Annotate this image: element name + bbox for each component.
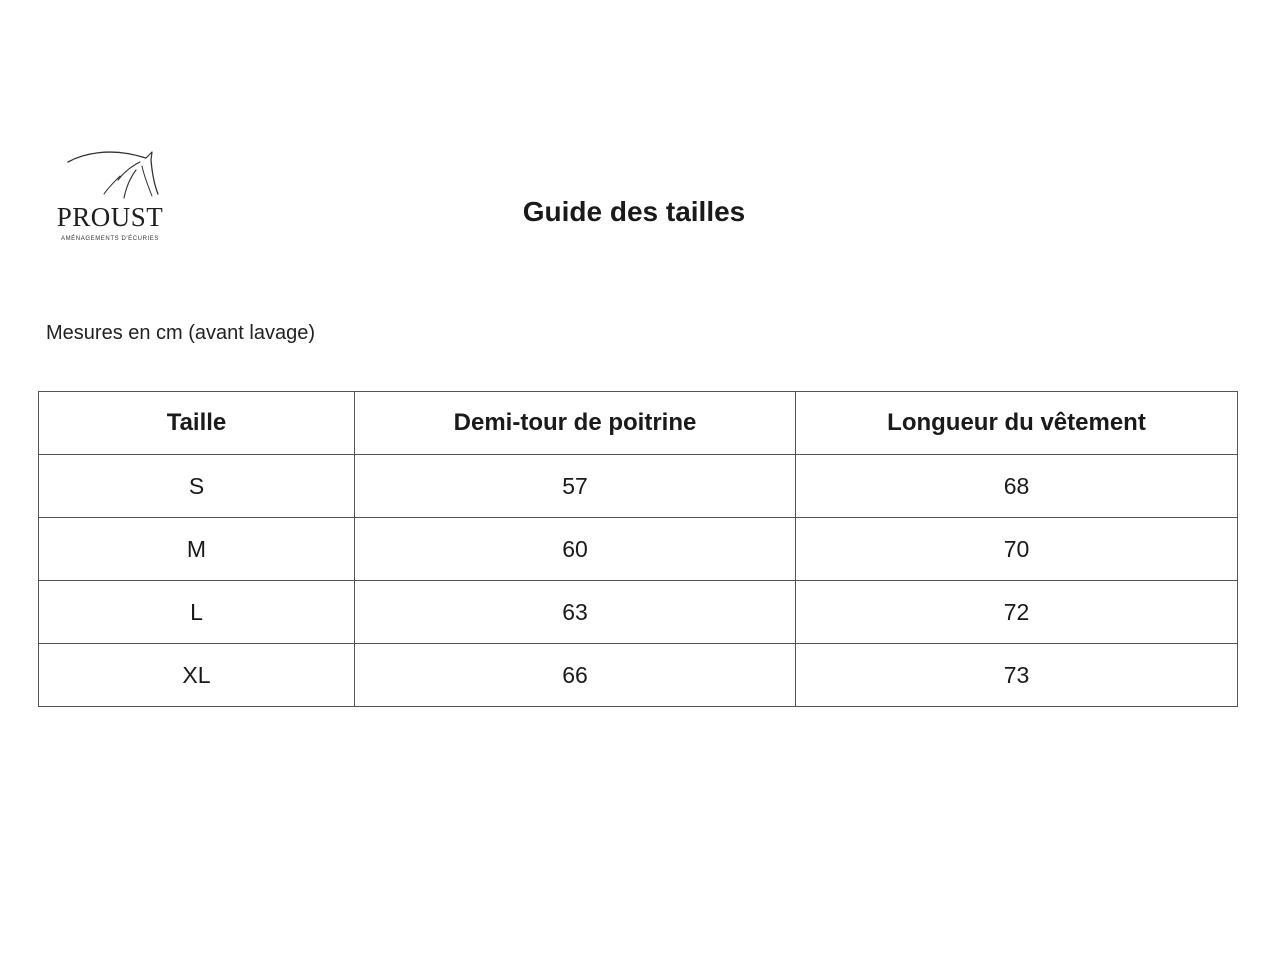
brand-name: PROUST xyxy=(56,202,164,232)
table-row xyxy=(39,518,1238,581)
cell-length: 73 xyxy=(796,644,1238,707)
cell-chest: 57 xyxy=(355,455,796,518)
cell-length: 72 xyxy=(796,581,1238,644)
cell-length: 68 xyxy=(796,455,1238,518)
cell-chest: 60 xyxy=(355,518,796,581)
cell-length: 70 xyxy=(796,518,1238,581)
header-size: Taille xyxy=(39,392,355,455)
table-row xyxy=(39,581,1238,644)
header-length: Longueur du vêtement xyxy=(796,392,1238,455)
header-chest: Demi-tour de poitrine xyxy=(355,392,796,455)
table-header-row xyxy=(39,392,1238,455)
table-row xyxy=(39,455,1238,518)
brand-tagline: AMÉNAGEMENTS D'ÉCURIES xyxy=(60,236,160,242)
cell-size: XL xyxy=(39,644,355,707)
measurement-note: Mesures en cm (avant lavage) xyxy=(46,322,316,344)
page-title: Guide des tailles xyxy=(522,196,746,227)
cell-size: S xyxy=(39,455,355,518)
table-row xyxy=(39,644,1238,707)
cell-size: M xyxy=(39,518,355,581)
size-table xyxy=(38,391,1238,707)
cell-chest: 66 xyxy=(355,644,796,707)
cell-size: L xyxy=(39,581,355,644)
cell-chest: 63 xyxy=(355,581,796,644)
